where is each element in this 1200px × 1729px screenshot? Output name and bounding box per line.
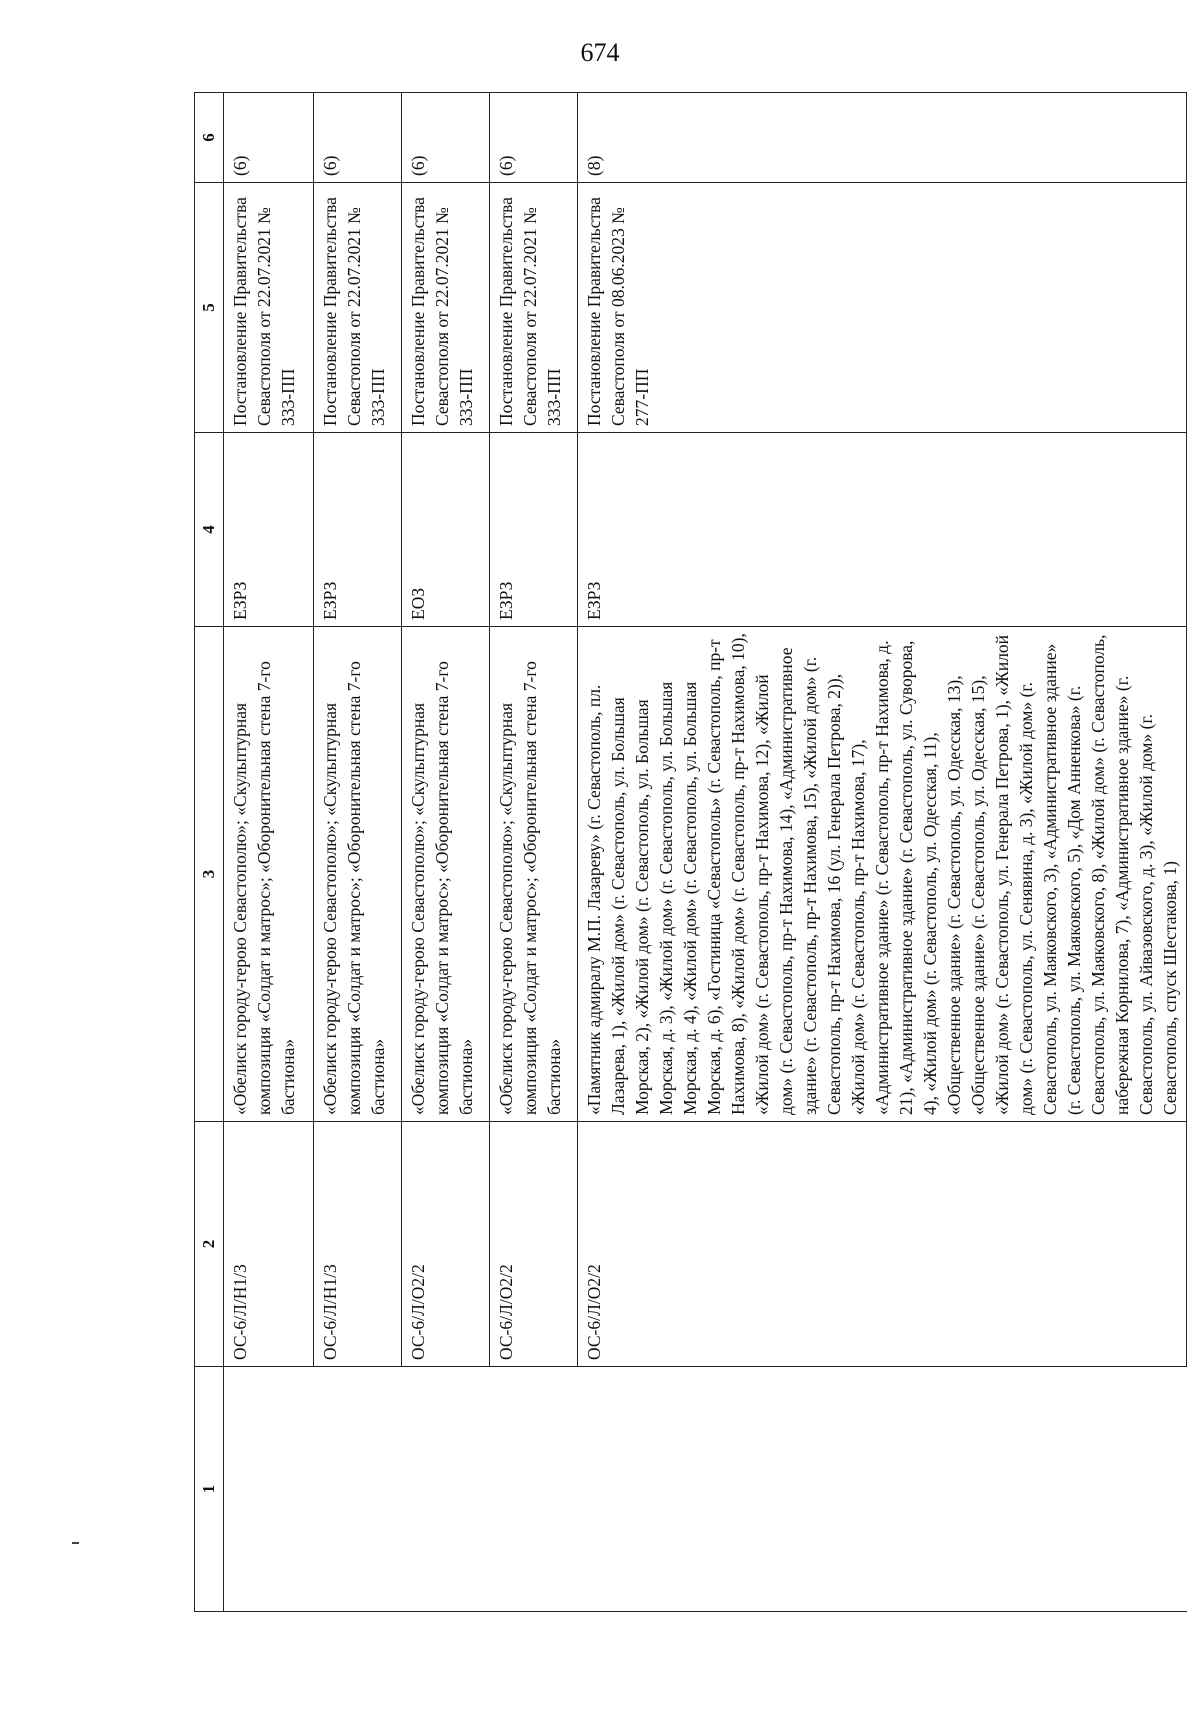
code-cell: ОС-6/Л/О2/2 — [578, 1122, 1187, 1367]
note-cell: (6) — [490, 93, 578, 183]
zone-cell: ЕЗРЗ — [314, 433, 402, 627]
zone-cell: ЕЗРЗ — [224, 433, 314, 627]
zone-cell: ЕЗРЗ — [490, 433, 578, 627]
header-row — [195, 93, 224, 1612]
note-cell: (6) — [224, 93, 314, 183]
header-col-4: 4 — [195, 433, 224, 627]
document-cell: Постановление Правительства Севастополя от 22.07.2021 № 333-ПП — [314, 183, 402, 433]
margin-mark — [72, 1542, 79, 1544]
note-cell: (6) — [314, 93, 402, 183]
rotated-table-wrapper — [194, 94, 1180, 1612]
objects-cell: «Обелиск городу-герою Севастополю»; «Скульптурная композиция «Солдат и матрос»; «Оборонительная стена 7-го бастиона» — [402, 627, 490, 1122]
code-cell: ОС-6/Л/Н1/3 — [314, 1122, 402, 1367]
header-col-3: 3 — [195, 627, 224, 1122]
objects-cell: «Обелиск городу-герою Севастополю»; «Скульптурная композиция «Солдат и матрос»; «Оборонительная стена 7-го бастиона» — [314, 627, 402, 1122]
code-cell: ОС-6/Л/Н1/3 — [224, 1122, 314, 1367]
table-row — [224, 93, 314, 1612]
header-col-2: 2 — [195, 1122, 224, 1367]
zone-cell: ЕЗРЗ — [578, 433, 1187, 627]
objects-cell: «Обелиск городу-герою Севастополю»; «Скульптурная композиция «Солдат и матрос»; «Оборонительная стена 7-го бастиона» — [490, 627, 578, 1122]
page-number: 674 — [580, 38, 620, 67]
document-cell: Постановление Правительства Севастополя от 22.07.2021 № 333-ПП — [402, 183, 490, 433]
objects-cell: «Обелиск городу-герою Севастополю»; «Скульптурная композиция «Солдат и матрос»; «Оборонительная стена 7-го бастиона» — [224, 627, 314, 1122]
header-col-1: 1 — [195, 1367, 224, 1612]
code-cell: ОС-6/Л/О2/2 — [490, 1122, 578, 1367]
empty-col-1-cell — [224, 1367, 1187, 1612]
registry-table — [194, 92, 1187, 1612]
note-cell: (6) — [402, 93, 490, 183]
document-cell: Постановление Правительства Севастополя от 22.07.2021 № 333-ПП — [224, 183, 314, 433]
header-col-6: 6 — [195, 93, 224, 183]
zone-cell: ЕОЗ — [402, 433, 490, 627]
document-cell: Постановление Правительства Севастополя от 22.07.2021 № 333-ПП — [490, 183, 578, 433]
code-cell: ОС-6/Л/О2/2 — [402, 1122, 490, 1367]
objects-cell: «Памятник адмиралу М.П. Лазареву» (г. Севастополь, пл. Лазарева, 1), «Жилой дом» (г. Севастополь, ул. Большая Морская, 2), «Жилой дом» (г. Севастополь, ул. Большая Морская, д. 3), «Жилой дом» (г. Севастополь, ул. Большая Морская, д. 4), «Жилой дом» (г. Севастополь, ул. Большая Морская, д. 6), «Гостиница «Севастополь» (г. Севастополь, пр-т Нахимова, 8), «Жилой дом» (г. Севастополь, пр-т Нахимова, 10), «Жилой дом» (г. Севастополь, пр-т Нахимова, 12), «Жилой дом» (г. Севастополь, пр-т Нахимова, 14), «Административное здание» (г. Севастополь, пр-т Нахимова, 15), «Жилой дом» (г. Севастополь, пр-т Нахимова, 16 (ул. Генерала Петрова, 2)), «Жилой дом» (г. Севастополь, пр-т Нахимова, 17), «Административное здание» (г. Севастополь, пр-т Нахимова, д. 21), «Административное здание» (г. Севастополь, ул. Суворова, 4), «Жилой дом» (г. Севастополь, ул. Одесская, 11), «Общественное здание» (г. Севастополь, ул. Одесская, 13), «Общественное здание» (г. Севастополь, ул. Одесская, 15), «Жилой дом» (г. Севастополь, ул. Генерала Петрова, 1), «Жилой дом» (г. Севастополь, ул. Сенявина, д. 3), «Жилой дом» (г. Севастополь, ул. Маяковского, 3), «Административное здание» (г. Севастополь, ул. Маяковского, 5), «Дом Анненкова» (г. Севастополь, ул. Маяковского, 8), «Жилой дом» (г. Севастополь, набережная Корнилова, 7), «Административное здание» (г. Севастополь, ул. Айвазовского, д. 3), «Жилой дом» (г. Севастополь, спуск Шестакова, 1) — [578, 627, 1187, 1122]
note-cell: (8) — [578, 93, 1187, 183]
header-col-5: 5 — [195, 183, 224, 433]
document-cell: Постановление Правительства Севастополя от 08.06.2023 № 277-ПП — [578, 183, 1187, 433]
